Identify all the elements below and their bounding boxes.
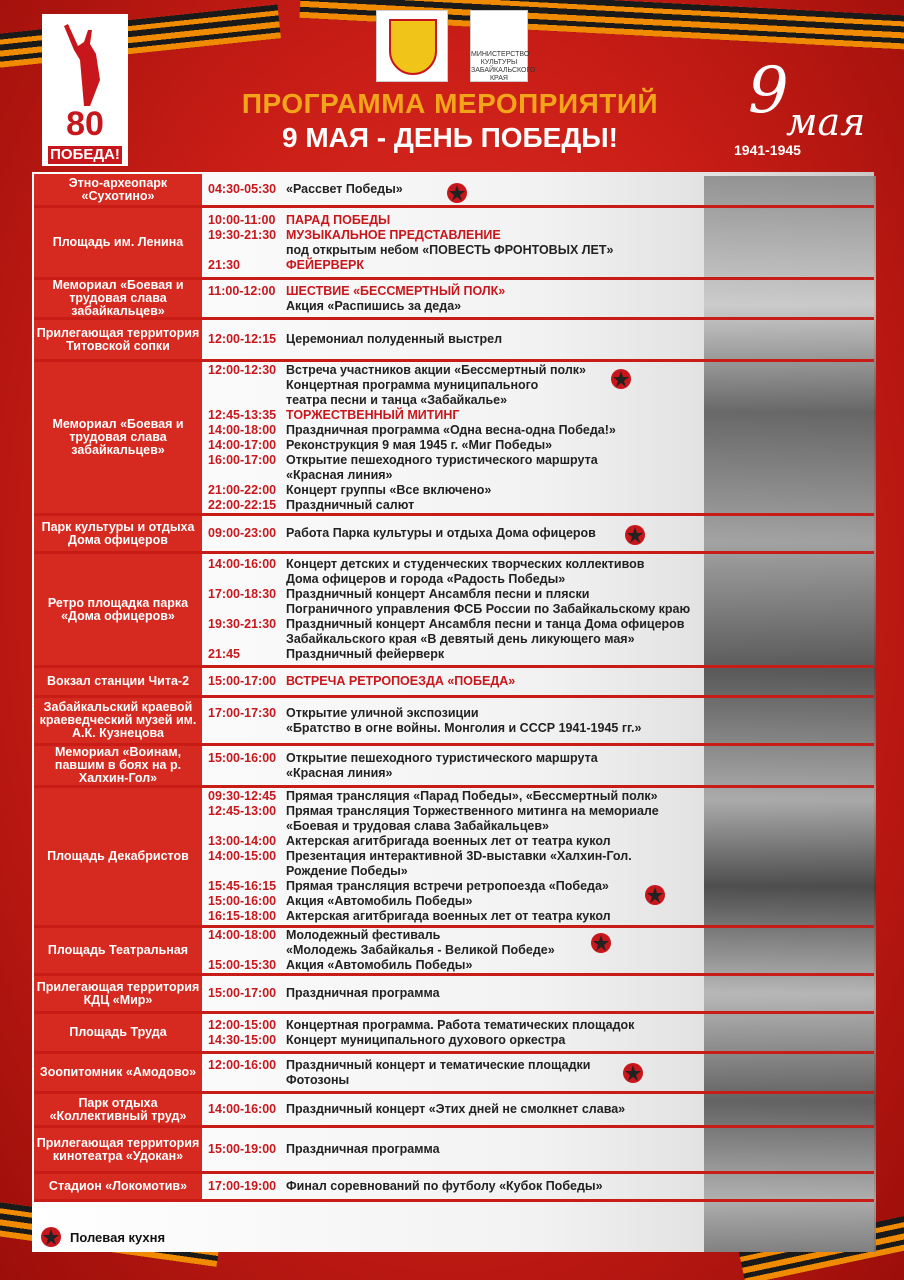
event-time: 12:00-16:00 — [208, 1057, 277, 1072]
program-row — [34, 746, 874, 788]
logo-number: 80 — [66, 105, 104, 143]
event-description: Концерт детских и студенческих творческих коллективов — [286, 557, 645, 571]
program-row — [34, 928, 874, 976]
event-line — [202, 943, 555, 958]
event-line — [202, 498, 616, 513]
event-time: 16:15-18:00 — [208, 909, 277, 923]
event-time: 14:00-18:00 — [208, 422, 277, 437]
event-description: Церемониал полуденный выстрел — [286, 332, 503, 346]
event-time — [202, 766, 286, 781]
event-time: 17:00-18:30 — [208, 587, 277, 601]
event-time: 21:45 — [208, 647, 240, 661]
event-time: 11:00-12:00 — [208, 283, 276, 298]
event-time — [202, 864, 286, 879]
event-description: Праздничный концерт и тематические площадки — [286, 1057, 591, 1072]
venue-name: Парк отдыха «Коллективный труд» — [34, 1094, 202, 1125]
event-line — [202, 393, 616, 408]
event-line — [202, 909, 659, 924]
event-time — [202, 393, 286, 408]
event-time — [202, 819, 286, 834]
program-row — [34, 280, 874, 320]
event-line — [202, 284, 505, 299]
program-row — [34, 668, 874, 698]
event-description: Концертная программа. Работа тематических площадок — [286, 1017, 635, 1032]
event-line — [202, 751, 598, 766]
ministry-text: МИНИСТЕРСТВО КУЛЬТУРЫ ЗАБАЙКАЛЬСКОГО КРАЯ — [471, 51, 536, 82]
event-time: 19:30-21:30 — [208, 227, 277, 242]
event-time — [202, 468, 286, 483]
may9-word: мая — [786, 100, 866, 144]
event-time: 17:00-17:30 — [208, 705, 277, 720]
program-row — [34, 1054, 874, 1094]
program-row — [34, 174, 874, 208]
event-line — [202, 721, 641, 736]
event-description: «Молодежь Забайкалья - Великой Победе» — [286, 943, 555, 957]
event-description: Открытие пешеходного туристического маршрута — [286, 750, 598, 765]
event-line — [202, 587, 690, 602]
event-description: ШЕСТВИЕ «БЕССМЕРТНЫЙ ПОЛК» — [286, 283, 506, 298]
may-9-emblem — [728, 54, 888, 168]
venue-name: Прилегающая территория кинотеатра «Удокан» — [34, 1128, 202, 1171]
event-description: Концерт муниципального духового оркестра — [286, 1032, 566, 1047]
program-row — [34, 320, 874, 362]
event-line — [202, 804, 659, 819]
event-time: 12:45-13:35 — [208, 407, 277, 422]
event-time: 15:00-17:00 — [208, 986, 277, 1000]
event-time — [202, 1073, 286, 1088]
event-description: Работа Парка культуры и отдыха Дома офицеров — [286, 526, 596, 540]
event-description: Молодежный фестиваль — [286, 928, 441, 942]
event-time: 14:30-15:00 — [208, 1032, 277, 1047]
event-description: «Красная линия» — [286, 765, 393, 780]
venue-name: Мемориал «Боевая и трудовая слава забайкальцев» — [34, 362, 202, 513]
event-line — [202, 258, 613, 273]
event-description: Праздничная программа «Одна весна-одна Победа!» — [286, 422, 616, 437]
event-time — [202, 602, 286, 617]
star-icon — [624, 524, 646, 546]
event-time: 16:00-17:00 — [208, 452, 277, 467]
event-time — [202, 572, 286, 587]
event-line — [202, 986, 440, 1001]
event-line — [202, 706, 641, 721]
program-row — [34, 1128, 874, 1174]
event-description: Прямая трансляция «Парад Победы», «Бессмертный полк» — [286, 789, 658, 803]
event-time: 10:00-11:00 — [208, 212, 276, 227]
event-line — [202, 438, 616, 453]
event-description: Акция «Автомобиль Победы» — [286, 958, 473, 972]
venue-name: Вокзал станции Чита-2 — [34, 668, 202, 695]
program-row — [34, 516, 874, 554]
event-time — [202, 943, 286, 958]
event-description: Прямая трансляция встречи ретропоезда «Победа» — [286, 879, 609, 893]
event-time — [202, 721, 286, 736]
page-title: ПРОГРАММА МЕРОПРИЯТИЙ — [241, 88, 659, 119]
venue-name: Площадь Театральная — [34, 928, 202, 973]
event-description: Концерт группы «Все включено» — [286, 482, 492, 497]
event-time: 14:00-17:00 — [208, 437, 277, 452]
event-line — [202, 182, 403, 197]
event-description: Праздничная программа — [286, 1142, 440, 1156]
event-description: ПАРАД ПОБЕДЫ — [286, 212, 391, 227]
event-line — [202, 958, 555, 973]
event-description: Праздничная программа — [286, 986, 440, 1000]
venue-name: Площадь Труда — [34, 1014, 202, 1051]
event-description: Праздничный салют — [286, 497, 415, 512]
event-line — [202, 228, 613, 243]
event-line — [202, 789, 659, 804]
event-time: 12:00-15:00 — [208, 1017, 277, 1032]
program-table — [34, 174, 874, 1202]
legend — [40, 1226, 165, 1248]
event-description: Презентация интерактивной 3D-выставки «Халхин-Гол. — [286, 849, 632, 863]
may9-years: 1941-1945 — [734, 142, 801, 158]
event-line — [202, 243, 613, 258]
event-line — [202, 1018, 634, 1033]
zabaikalsky-crest-icon — [376, 10, 448, 82]
event-time — [202, 243, 286, 258]
event-time: 12:00-12:15 — [208, 332, 277, 346]
event-description: Акция «Автомобиль Победы» — [286, 894, 473, 908]
event-line — [202, 468, 616, 483]
event-line — [202, 483, 616, 498]
event-line — [202, 602, 690, 617]
event-description: МУЗЫКАЛЬНОЕ ПРЕДСТАВЛЕНИЕ — [286, 227, 501, 242]
event-description: Реконструкция 9 мая 1945 г. «Миг Победы» — [286, 437, 553, 452]
event-time: 12:45-13:00 — [208, 804, 277, 818]
event-time: 09:00-23:00 — [208, 526, 277, 540]
event-time: 14:00-16:00 — [208, 1102, 277, 1116]
venue-name: Площадь им. Ленина — [34, 208, 202, 277]
venue-name: Ретро площадка парка «Дома офицеров» — [34, 554, 202, 665]
event-description: Встреча участников акции «Бессмертный полк» — [286, 362, 586, 377]
event-time: 15:00-19:00 — [208, 1142, 277, 1156]
event-description: Пограничного управления ФСБ России по Забайкальскому краю — [286, 602, 691, 616]
venue-name: Забайкальский краевой краеведческий музей им. А.К. Кузнецова — [34, 698, 202, 743]
logo-word: ПОБЕДА! — [48, 146, 122, 164]
event-description: Актерская агитбригада военных лет от театра кукол — [286, 834, 611, 848]
event-time: 13:00-14:00 — [208, 834, 277, 848]
event-description: «Рассвет Победы» — [286, 182, 403, 196]
venue-name: Мемориал «Боевая и трудовая слава забайкальцев» — [34, 280, 202, 317]
star-icon — [590, 932, 612, 954]
event-line — [202, 879, 659, 894]
event-description: Забайкальского края «В девятый день ликующего мая» — [286, 632, 635, 646]
event-line — [202, 1033, 634, 1048]
event-line — [202, 674, 515, 689]
event-description: Дома офицеров и города «Радость Победы» — [286, 572, 566, 586]
event-time: 15:00-15:30 — [208, 958, 277, 972]
event-line — [202, 363, 616, 378]
event-time: 14:00-18:00 — [208, 928, 277, 942]
event-time: 19:30-21:30 — [208, 617, 277, 631]
event-line — [202, 572, 690, 587]
event-line — [202, 299, 505, 314]
event-description: Акция «Распишись за деда» — [286, 298, 462, 313]
legend-label: Полевая кухня — [70, 1229, 166, 1245]
event-time: 15:45-16:15 — [208, 879, 277, 893]
event-line — [202, 1179, 603, 1194]
venue-name: Этно-археопарк «Сухотино» — [34, 174, 202, 205]
event-line — [202, 557, 690, 572]
event-line — [202, 928, 555, 943]
event-description: Открытие уличной экспозиции — [286, 705, 479, 720]
venue-name: Парк культуры и отдыха Дома офицеров — [34, 516, 202, 551]
program-row — [34, 554, 874, 668]
event-description: ФЕЙЕРВЕРК — [286, 257, 364, 272]
program-row — [34, 698, 874, 746]
event-line — [202, 834, 659, 849]
event-line — [202, 453, 616, 468]
event-line — [202, 408, 616, 423]
event-description: Открытие пешеходного туристического маршрута — [286, 452, 598, 467]
event-line — [202, 1102, 625, 1117]
event-time: 15:00-17:00 — [208, 674, 277, 688]
venue-name: Площадь Декабристов — [34, 788, 202, 925]
event-line — [202, 1058, 590, 1073]
event-time — [202, 378, 286, 393]
star-icon — [610, 368, 632, 390]
event-line — [202, 632, 690, 647]
event-time: 15:00-16:00 — [208, 894, 277, 908]
event-description: театра песни и танца «Забайкалье» — [286, 392, 508, 407]
event-line — [202, 894, 659, 909]
star-icon — [40, 1226, 62, 1248]
event-line — [202, 378, 616, 393]
victory-80-logo — [42, 14, 128, 166]
event-line — [202, 1073, 590, 1088]
event-time: 15:00-16:00 — [208, 750, 277, 765]
event-line — [202, 766, 598, 781]
venue-name: Прилегающая территория КДЦ «Мир» — [34, 976, 202, 1011]
program-row — [34, 1174, 874, 1202]
event-time: 04:30-05:30 — [208, 182, 277, 196]
program-row — [34, 208, 874, 280]
event-description: ТОРЖЕСТВЕННЫЙ МИТИНГ — [286, 407, 460, 422]
event-line — [202, 423, 616, 438]
ministry-logo — [470, 10, 536, 82]
event-line — [202, 526, 596, 541]
event-line — [202, 647, 690, 662]
venue-name: Зоопитомник «Амодово» — [34, 1054, 202, 1091]
event-line — [202, 1142, 440, 1157]
event-description: Праздничный концерт Ансамбля песни и танца Дома офицеров — [286, 617, 685, 631]
program-row — [34, 362, 874, 516]
event-description: ВСТРЕЧА РЕТРОПОЕЗДА «ПОБЕДА» — [286, 674, 516, 688]
star-icon — [644, 884, 666, 906]
program-row — [34, 976, 874, 1014]
event-line — [202, 849, 659, 864]
event-time: 14:00-15:00 — [208, 849, 277, 863]
event-description: под открытым небом «ПОВЕСТЬ ФРОНТОВЫХ ЛЕТ» — [286, 242, 614, 257]
event-time: 14:00-16:00 — [208, 557, 277, 571]
event-description: «Красная линия» — [286, 467, 393, 482]
event-description: Рождение Победы» — [286, 864, 408, 878]
event-line — [202, 617, 690, 632]
event-line — [202, 864, 659, 879]
event-time: 21:00-22:00 — [208, 482, 277, 497]
event-description: Праздничный концерт Ансамбля песни и пляски — [286, 587, 590, 601]
event-description: Фотозоны — [286, 1072, 350, 1087]
event-description: Прямая трансляция Торжественного митинга на мемориале — [286, 804, 659, 818]
program-row — [34, 788, 874, 928]
event-time — [202, 632, 286, 647]
star-icon — [446, 182, 468, 204]
event-line — [202, 819, 659, 834]
event-description: Актерская агитбригада военных лет от театра кукол — [286, 909, 611, 923]
event-description: «Братство в огне войны. Монголия и СССР 1941-1945 гг.» — [286, 720, 642, 735]
venue-name: Мемориал «Воинам, павшим в боях на р. Халхин-Гол» — [34, 746, 202, 785]
event-description: Концертная программа муниципального — [286, 377, 539, 392]
may9-number: 9 — [748, 54, 789, 128]
event-line — [202, 213, 613, 228]
event-description: Финал соревнований по футболу «Кубок Победы» — [286, 1179, 603, 1193]
event-description: «Боевая и трудовая слава Забайкальцев» — [286, 819, 549, 833]
motherland-statue-icon — [60, 20, 110, 106]
event-time: 17:00-19:00 — [208, 1179, 277, 1193]
event-line — [202, 332, 502, 347]
event-description: Праздничный концерт «Этих дней не смолкнет слава» — [286, 1102, 626, 1116]
venue-name: Стадион «Локомотив» — [34, 1174, 202, 1199]
event-time — [202, 299, 286, 314]
event-time: 09:30-12:45 — [208, 789, 277, 803]
venue-name: Прилегающая территория Титовской сопки — [34, 320, 202, 359]
page-subtitle: 9 МАЯ - ДЕНЬ ПОБЕДЫ! — [281, 122, 619, 153]
event-time: 22:00-22:15 — [208, 497, 277, 512]
program-row — [34, 1014, 874, 1054]
star-icon — [622, 1062, 644, 1084]
program-row — [34, 1094, 874, 1128]
event-description: Праздничный фейерверк — [286, 647, 445, 661]
event-time: 21:30 — [208, 257, 240, 272]
event-time: 12:00-12:30 — [208, 362, 277, 377]
